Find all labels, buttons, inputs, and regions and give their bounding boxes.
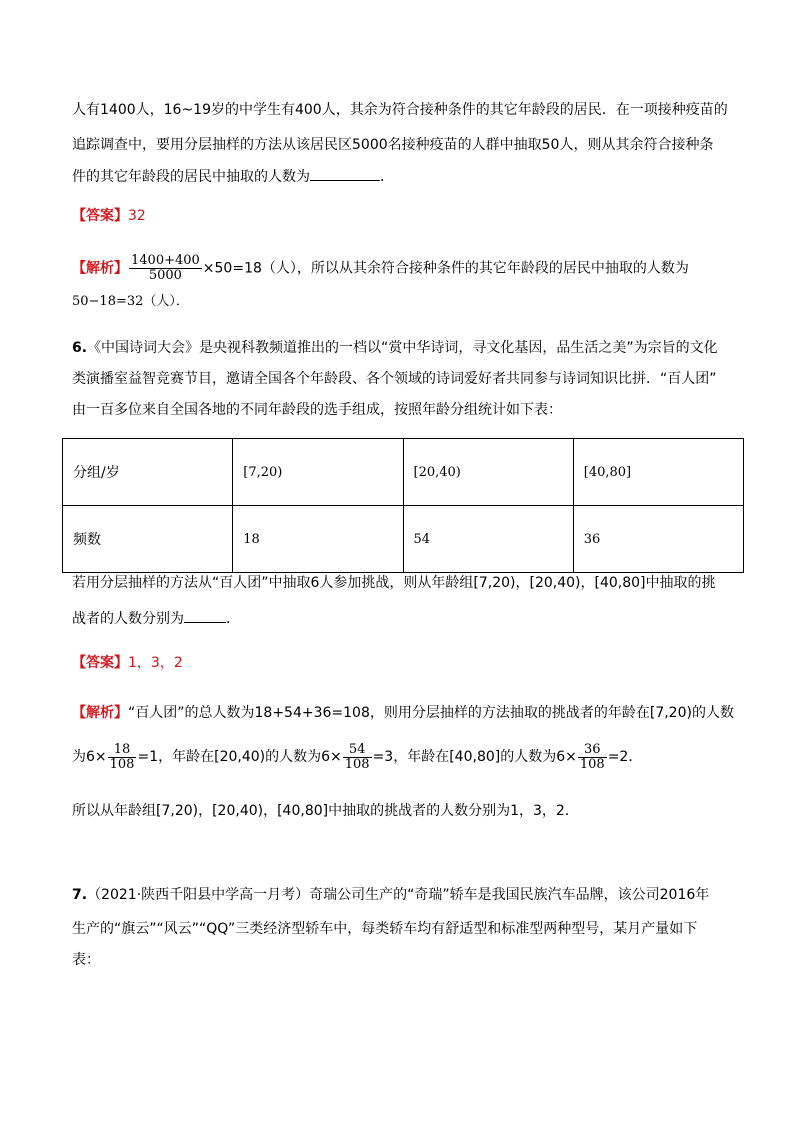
q6-analysis-line-2 <box>72 741 642 773</box>
fraction-numerator: 54 <box>343 743 372 758</box>
q5-analysis <box>72 254 689 283</box>
q7-text-line-2: 生产的“旗云”“风云”“QQ”三类经济型轿车中，每类轿车均有舒适型和标准型两种型号，某月产量如下 <box>72 921 698 937</box>
q6-answer-tag: 【答案】 <box>72 655 128 671</box>
fraction-denominator: 108 <box>579 756 605 772</box>
q6-analysis-line-1-body: “百人团”的总人数为18+54+36=108，则用分层抽样的方法抽取的挑战者的年龄在[7,20)的人数 <box>128 705 734 721</box>
table-cell: 频数 <box>63 506 233 573</box>
q6-question-line-2 <box>72 608 240 629</box>
q6-text-line-2: 类演播室益智竞赛节目，邀请全国各个年龄段、各个领域的诗词爱好者共同参与诗词知识比拼．“百人团” <box>72 371 717 387</box>
q6-number: 6. <box>72 340 88 356</box>
q5-analysis-final: 50−18=32（人）． <box>72 294 189 309</box>
q6-conclusion: 所以从年龄组[7,20)，[20,40)，[40,80]中抽取的挑战者的人数分别为1，3，2． <box>72 803 579 819</box>
q5-answer-tag: 【答案】 <box>72 208 128 224</box>
q6-analysis-text: =1，年龄在[20,40)的人数为6× <box>137 749 342 765</box>
table-cell: 分组/岁 <box>63 439 233 506</box>
fraction-numerator: 18 <box>108 743 137 758</box>
fraction-denominator: 108 <box>344 756 370 772</box>
q6-analysis-tag: 【解析】 <box>72 705 128 721</box>
q6-question-line-2-body: 战者的人数分别为 <box>72 611 184 627</box>
q5-fraction <box>129 254 202 283</box>
q6-text-line-1 <box>72 338 718 358</box>
q6-analysis-text: =3，年龄在[40,80]的人数为6× <box>372 749 577 765</box>
q6-question-line-1: 若用分层抽样的方法从“百人团”中抽取6人参加挑战，则从年龄组[7,20)，[20,40)，[40,80]中抽取的挑 <box>72 575 716 591</box>
q6-analysis-line-1 <box>72 703 734 723</box>
q6-answer <box>72 653 183 673</box>
table-row-frequency <box>63 506 744 573</box>
q6-fraction-1 <box>108 743 137 772</box>
q6-fraction-3 <box>578 743 607 772</box>
table-cell: 54 <box>403 506 573 573</box>
q7-text-line-3: 表： <box>72 952 100 968</box>
q6-answer-blank <box>184 608 226 623</box>
q5-analysis-tag: 【解析】 <box>72 260 128 277</box>
q5-text-line-2: 追踪调查中，要用分层抽样的方法从该居民区5000名接种疫苗的人群中抽取50人，则从其余符合接种条 <box>72 137 714 153</box>
fraction-numerator: 36 <box>578 743 607 758</box>
q6-text-line-3: 由一百多位来自全国各地的不同年龄段的选手组成，按照年龄分组统计如下表： <box>72 402 562 418</box>
q5-text-line-1: 人有1400人，16~19岁的中学生有400人，其余为符合接种条件的其它年龄段的居民．在一项接种疫苗的 <box>72 102 728 118</box>
q5-fraction-denominator: 5000 <box>148 268 182 283</box>
age-group-table <box>62 438 744 573</box>
table-cell: [7,20) <box>233 439 403 506</box>
q5-answer-blank <box>310 166 380 181</box>
q5-text-line-3-body: 件的其它年龄段的居民中抽取的人数为 <box>72 169 310 185</box>
q6-analysis-text: 为6× <box>72 749 107 765</box>
table-cell: 18 <box>233 506 403 573</box>
q6-fraction-2 <box>343 743 372 772</box>
table-cell: [20,40) <box>403 439 573 506</box>
q7-number: 7. <box>72 887 88 903</box>
q5-answer-value: 32 <box>128 208 146 224</box>
q5-answer <box>72 206 146 226</box>
q5-fraction-numerator: 1400+400 <box>131 253 200 268</box>
fraction-denominator: 108 <box>109 756 135 772</box>
table-cell: [40,80] <box>573 439 743 506</box>
q6-analysis-text: =2． <box>607 749 643 765</box>
q5-analysis-body: ×50=18（人），所以从其余符合接种条件的其它年龄段的居民中抽取的人数为 <box>202 260 689 277</box>
q6-answer-value: 1，3，2 <box>128 655 183 671</box>
q7-text-line-1-body: （2021·陕西千阳县中学高一月考）奇瑞公司生产的“奇瑞”轿车是我国民族汽车品牌，该公司2016年 <box>87 887 710 903</box>
q6-text-line-1-body: 《中国诗词大会》是央视科教频道推出的一档以“赏中华诗词，寻文化基因，品生活之美”为宗旨的文化 <box>87 340 718 356</box>
table-cell: 36 <box>573 506 743 573</box>
q6-question-line-2-end: ． <box>226 611 240 627</box>
q5-text-line-3 <box>72 166 394 187</box>
q5-text-line-3-end: ． <box>380 169 394 185</box>
table-row-header <box>63 439 744 506</box>
q7-text-line-1 <box>72 885 709 905</box>
